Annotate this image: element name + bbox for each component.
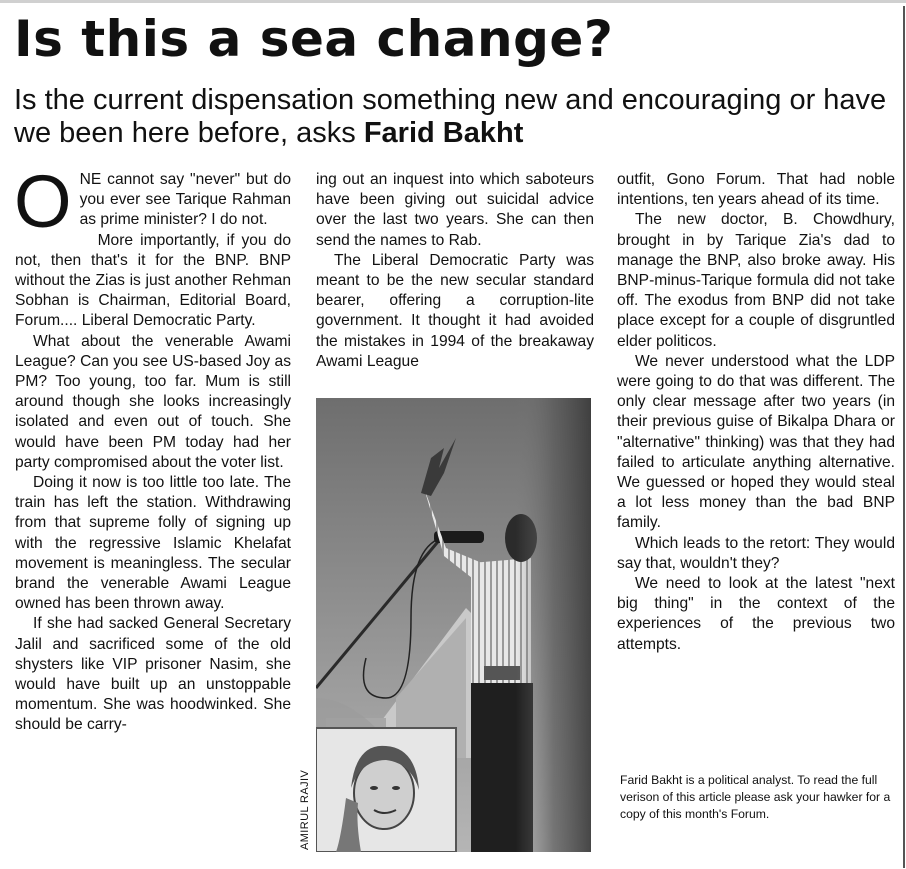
paragraph-7: The new doctor, B. Chowdhury, brought in by Tarique Zia's dad to manage the BNP, also broke away. His BNP-minus-Tarique formula did not take off. The exodus from BNP did not take place except for a couple of disgruntled elder politicos.	[617, 211, 895, 350]
paragraph-5: If she had sacked General Secretary Jalil and sacrificed some of the old shysters like VIP prisoner Nasim, she would have built up an unstoppable momentum. She was hoodwinked. She should be carry-	[15, 615, 291, 734]
paragraph-3: What about the venerable Awami League? Can you see US-based Joy as PM? Too young, too far. Mum is still around though she looks increasingly isolated and even out of touch. She would have been PM today had her party compromised about the voter list.	[15, 332, 291, 471]
author-bio: Farid Bakht is a political analyst. To read the full verison of this article please ask your hawker for a copy of this month's Forum.	[620, 773, 891, 821]
article-column-1	[14, 160, 291, 736]
paragraph-10: We need to look at the latest "next big thing" in the context of the experiences of the previous two attempts.	[617, 575, 895, 653]
headline: Is this a sea change?	[14, 10, 614, 68]
paragraph-5-continued: ing out an inquest into which saboteurs have been giving out suicidal advice over the last two years. She can then send the names to Rab.	[316, 171, 594, 249]
paragraph-1	[14, 160, 291, 243]
byline-author: Farid Bakht	[363, 117, 524, 149]
paragraph-6-continued: outfit, Gono Forum. That had noble intentions, ten years ahead of its time.	[617, 171, 895, 209]
article-photo	[316, 398, 591, 852]
deck	[14, 84, 904, 150]
paragraph-9: Which leads to the retort: They would say that, wouldn't they?	[617, 534, 895, 572]
top-rule	[0, 0, 906, 3]
paragraph-1-text: NE cannot say "never" but do you ever see Tarique Rahman as prime minister? I do not.	[79, 171, 291, 229]
deck-text: Is the current dispensation something new and encouraging or have we been here before, asks	[14, 84, 887, 149]
photo-credit: AMIRUL RAJIV	[299, 769, 311, 850]
article-column-3	[617, 170, 895, 655]
photo-illustration	[316, 398, 591, 852]
article-column-2	[316, 170, 594, 372]
paragraph-8: We never understood what the LDP were going to do that was different. The only clear message after two years (in their previous guise of Bikalpa Dhara or "alternative" thinking) was that they had failed to articulate anything alternative. We guessed or hoped they would steal a lot less money than the bad BNP family.	[617, 352, 895, 532]
dropcap: O	[14, 160, 72, 243]
paragraph-2: More importantly, if you do not, then that's it for the BNP. BNP without the Zias is just another Rehman Sobhan is Chairman, Editorial Board, Forum.... Liberal Democratic Party.	[15, 231, 291, 330]
paragraph-4: Doing it now is too little too late. The train has left the station. Withdrawing from that supreme folly of signing up with the regressive Islamic Khelafat movement is meaningless. The secular brand the venerable Awami League owned has been thrown away.	[15, 474, 291, 613]
paragraph-6: The Liberal Democratic Party was meant to be the new secular standard bearer, offering a corruption-lite government. It thought it had avoided the mistakes in 1994 of the breakaway Awami League	[316, 251, 594, 370]
